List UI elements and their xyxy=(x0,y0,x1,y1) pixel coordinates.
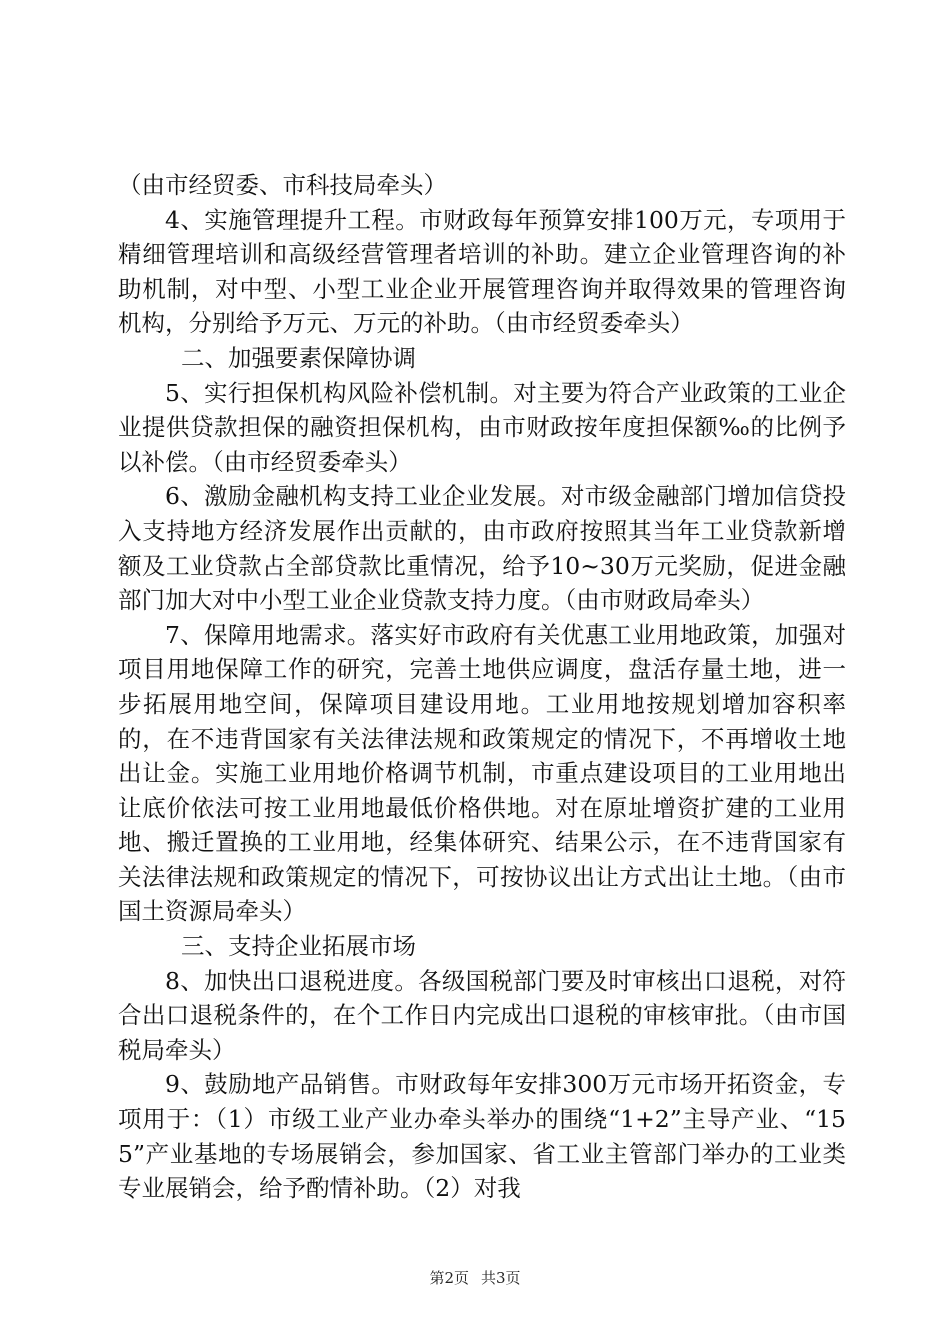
paragraph-item-8: 8、加快出口退税进度。各级国税部门要及时审核出口退税，对符合出口退税条件的，在个工作日内完成出口退税的审核审批。（由市国税局牵头） xyxy=(118,966,846,1064)
section-heading-2: 二、加强要素保障协调 xyxy=(181,343,416,372)
paragraph-item-9: 9、鼓励地产品销售。市财政每年安排300万元市场开拓资金，专项用于：（1）市级工业产业办牵头举办的围绕“1+2”主导产业、“155”产业基地的专场展销会，参加国家、省工业主管部门举办的工业类专业展销会，给予酌情补助。（2）对我 xyxy=(118,1070,846,1203)
page-footer xyxy=(0,1268,950,1288)
document-body xyxy=(118,168,846,1206)
paragraph-item-6: 6、激励金融机构支持工业企业发展。对市级金融部门增加信贷投入支持地方经济发展作出贡献的，由市政府按照其当年工业贷款新增额及工业贷款占全部贷款比重情况，给予10~30万元奖励，促进金融部门加大对中小型工业企业贷款支持力度。（由市财政局牵头） xyxy=(118,482,846,615)
page-total: 共3页 xyxy=(481,1269,521,1287)
paragraph-item-7: 7、保障用地需求。落实好市政府有关优惠工业用地政策，加强对项目用地保障工作的研究，完善土地供应调度，盘活存量土地，进一步拓展用地空间，保障项目建设用地。工业用地按规划增加容积率的，在不违背国家有关法律法规和政策规定的情况下，不再增收土地出让金。实施工业用地价格调节机制，市重点建设项目的工业用地出让底价依法可按工业用地最低价格供地。对在原址增资扩建的工业用地、搬迁置换的工业用地，经集体研究、结果公示，在不违背国家有关法律法规和政策规定的情况下，可按协议出让方式出让土地。（由市国土资源局牵头） xyxy=(118,620,846,926)
section-heading-3: 三、支持企业拓展市场 xyxy=(181,932,416,961)
paragraph-item-4: 4、实施管理提升工程。市财政每年预算安排100万元，专项用于精细管理培训和高级经营管理者培训的补助。建立企业管理咨询的补助机制，对中型、小型工业企业开展管理咨询并取得效果的管理咨询机构，分别给予万元、万元的补助。（由市经贸委牵头） xyxy=(118,205,846,338)
page-number: 第2页 xyxy=(429,1269,469,1287)
paragraph-item-5: 5、实行担保机构风险补偿机制。对主要为符合产业政策的工业企业提供贷款担保的融资担保机构，由市财政按年度担保额‰的比例予以补偿。（由市经贸委牵头） xyxy=(118,378,846,476)
paragraph-lead-note: （由市经贸委、市科技局牵头） xyxy=(118,171,447,199)
